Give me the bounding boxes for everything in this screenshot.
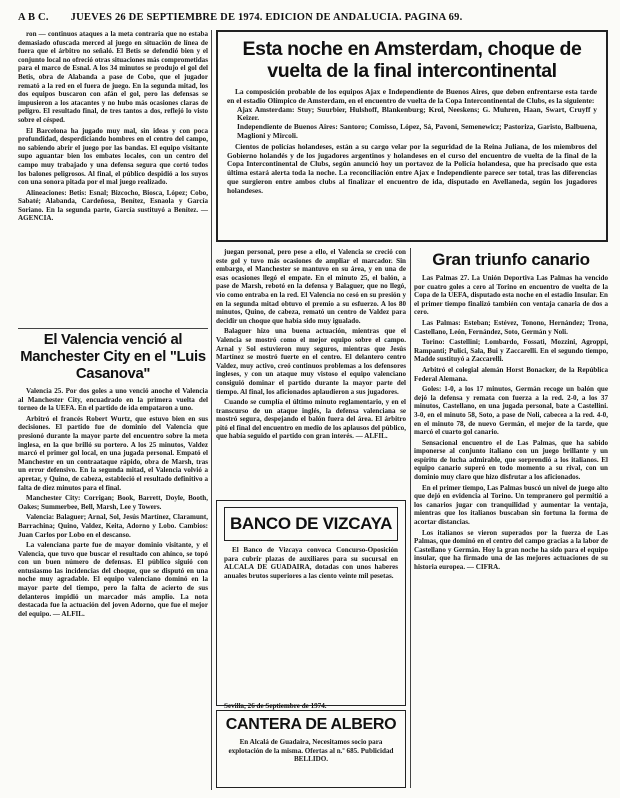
- article-paragraph: Las Palmas: Esteban; Estévez, Tonono, Hernández; Trona, Castellano, León, Fernández, Soto, Germán y Noli.: [414, 318, 608, 336]
- article-paragraph: Cuando se cumplía el último minuto reglamentario, y en el transcurso de un ataque inglés, la defensa valenciana se mostró segura, despejando el balón fuera del área. El árbitro pitó el final del encuentro en medio de los aplausos del público, que había seguido el partido con gran interés. — ALFIL.: [216, 398, 406, 441]
- quarry-advertisement: [216, 710, 406, 788]
- article-paragraph: La valenciana parte fue de mayor dominio visitante, y el Valencia, que tuvo que buscar el resultado con ahínco, se topó con un buen número de defensas. El público siguió con entusiasmo las incidencias del choque, que se disputó en una noche muy agradable. El equipo valenciano dominó en la mayor parte del tiempo, pero la falta de acierto de sus delanteros impidió un marcador más amplio. La nota destacada fue la actuación del joven Adorno, que fue el mejor del equipo. — ALFIL.: [18, 541, 208, 618]
- article-paragraph: Torino: Castellini; Lombardo, Fossati, Mozzini, Agroppi, Rampanti; Pulici, Sala, Bui y Zaccarelli. En el segundo tiempo, Madde sustituyó a Zaccarelli.: [414, 338, 608, 364]
- article-paragraph: Arbitró el francés Robert Wurtz, que estuvo bien en sus decisiones. El partido fue de dominio del Valencia que presionó durante la mayor parte del encuentro sobre la meta inglesa, en la que brilló su portero. A los 25 minutos, Valdez marcó el primer gol local, en una jugada personal. Empató el Manchester en un contraataque rápido, obra de Marsh, tras un error defensivo. En la segunda mitad, el Valencia volvió a apretar, y Quino, de cabeza, estableció el resultado definitivo a falta de diez minutos para el final.: [18, 414, 208, 492]
- article-paragraph: El Barcelona ha jugado muy mal, sin ideas y con poca profundidad, desperdiciando hombres en el centro del campo, no sabiendo abrir el juego por las bandas. El equipo visitante supo aguantar bien los embates locales, con un centro del campo muy trabajado y una defensa segura que cortó todos los balones peligrosos. Al final, el público despidió a los suyos con una sonora pitada por el mal juego realizado.: [18, 126, 208, 187]
- running-head: [18, 12, 608, 30]
- bank-advertisement: [216, 500, 406, 710]
- column-rule: [410, 248, 411, 788]
- article-paragraph: ron — continuos ataques a la meta contraria que no estaba demasiado ofuscada merced al juego en situación de línea de fuera que el árbitro no señaló. El Betis se defendió bien y el conjunto local no ofreció otras situaciones más comprometidas para el marco de Esnal. A los 34 minutos se produjo el gol del Betis, obra de Alabanda a pase de Cobo, que el jugador remató a la red en el fuera de juego. En la segunda mitad, los dos equipos buscaron con afán el gol, pero las defensas se impusieron a los atacantes y no hubo más ocasiones claras de peligro. El resultado final, de tres tantos a dos, reflejó lo visto sobre el césped.: [18, 30, 208, 124]
- article-paragraph: Arbitró el colegial alemán Horst Bonacker, de la República Federal Alemana.: [414, 365, 608, 383]
- article-paragraph: Los italianos se vieron superados por la fuerza de Las Palmas, que dominó en el centro del campo gracias a la labor de Castellano y Germán. Hoy la gran noche ha sido para el equipo insular, que ha firmado una de las mejores actuaciones de su historia europea. — CIFRA.: [414, 528, 608, 571]
- bank-ad-title: BANCO DE VIZCAYA: [224, 507, 398, 541]
- team-lineup: Ajax Amsterdam: Stuy; Suurbier, Hulshoff, Blankenburg; Krol, Neeskens; G. Muhren, Haan, Swart, Cruyff y Keizer.: [237, 104, 597, 123]
- column-right: [414, 248, 608, 788]
- article-paragraph: juegan personal, pero pese a ello, el Valencia se creció con este gol y tuvo más ocasiones de ampliar el marcador. Sin embargo, el Manchester se mantuvo en su área, y en una de esas ocasiones llegó el empate. En el minuto 25, el balón, a pase de Marsh, rebotó en la defensa y Balaguer, que no llegó, vio como entraba en la red. El Valencia no cesó en su presión y en la segunda mitad obtuvo el premio a su esfuerzo. A los 80 minutos, Quino, de cabeza, remató un centro de Valdez para decidir un choque que había sido muy igualado.: [216, 248, 406, 325]
- article-paragraph: Las Palmas 27. La Unión Deportiva Las Palmas ha vencido por cuatro goles a cero al Torino en encuentro de vuelta de la Copa de la UEFA, disputado esta noche en el estadio Insular. En el primer tiempo finalizó también con ventaja canaria de dos a cero.: [414, 274, 608, 317]
- main-story-paragraph: Cientos de policías holandeses, están a su cargo velar por la seguridad de la Reina Juliana, de los miembros del Gobierno holandés y de los jugadores argentinos y holandeses en el curso del encuentro de vuelta de la final de la Copa Intercontinental de Clubs, según anunció hoy un portavoz de la Policía holandesa, que ha precisado que esta última estará alerta toda la noche. La reconciliación entre Ajax e Independiente parece ser total, tras las diferencias que surgieron entre ambos clubs al finalizar el encuentro de ida, disputado en Avellaneda, según los jugadores holandeses.: [227, 141, 597, 195]
- canarias-article-body: [414, 274, 608, 782]
- article-paragraph: Balaguer hizo una buena actuación, mientras que el Valencia se mostró como el mejor equipo sobre el campo. Arnal y Sol estuvieron muy seguros, mientras que Jesús Martínez se mostró fuerte en el centro. El delantero centro Valdez, muy activo, creó continuos problemas a los defensores ingleses, y con un ataque muy vistoso el equipo valenciano consiguió dominar el partido durante la mayor parte del tiempo. Al final, los aficionados aplaudieron a sus jugadores.: [216, 327, 406, 396]
- article-continuation: [18, 30, 208, 328]
- column-left: [18, 30, 208, 790]
- quarry-ad-text: En Alcalá de Guadaira, Necesitamos socio para explotación de la misma. Ofertas al n.º 685. Publicidad BELLIDO.: [228, 738, 394, 764]
- main-story-box: [216, 30, 608, 242]
- bank-ad-signature: Sevilla, 26 de Septiembre de 1974.: [224, 702, 327, 710]
- publication-name: A B C.: [18, 12, 49, 23]
- bank-ad-body: [224, 546, 398, 700]
- column-middle: [216, 248, 406, 498]
- ad-paragraph: El Banco de Vizcaya convoca Concurso-Oposición para cubrir plazas de auxiliares para su sucursal en ALCALA DE GUADAIRA, dotadas con unos haberes anuales brutos superiores a las ciento veinte mil pesetas.: [224, 546, 398, 580]
- article-paragraph: Valencia: Balaguer; Arnal, Sol, Jesús Martínez, Claramunt, Barrachina; Quino, Valdez, Keita, Adorno y Lobo. Cambios: Juan Carlos por Lobo en el descanso.: [18, 513, 208, 539]
- article-paragraph: Alineaciones: Betis: Esnal; Bizcocho, Biosca, López; Cobo, Sabaté; Alabanda, Cardeñosa, Benítez, Esnaola y García Soriano. En la segunda parte, García sustituyó a Benítez. — AGENCIA.: [18, 188, 208, 223]
- valencia-headline: El Valencia venció al Manchester City en el "Luis Casanova": [20, 332, 206, 382]
- article-paragraph: Manchester City: Corrigan; Book, Barrett, Doyle, Booth, Oakes; Summerbee, Bell, Marsh, Lee y Towers.: [18, 494, 208, 511]
- article-paragraph: Sensacional encuentro el de Las Palmas, que ha sabido imponerse al conjunto italiano con un juego brillante y un espíritu de lucha admirable, que sorprendió a los italianos. El equipo canario superó en todo momento a su rival, con un dominio muy claro que hizo disfrutar a los aficionados.: [414, 438, 608, 482]
- valencia-article-body: [18, 387, 208, 790]
- main-story-paragraph: La composición probable de los equipos Ajax e Independiente de Buenos Aires, que deben enfrentarse esta tarde en el estadio Olímpico de Amsterdam, en el encuentro de vuelta de la Copa Intercontinental de Clubs, es la siguiente:: [227, 87, 597, 105]
- article-paragraph: Goles: 1-0, a los 17 minutos, Germán recoge un balón que dejó la defensa y remata con fuerza a la red. 2-0, a los 37 minutos, Castellano, en una jugada personal, bate a Castellini. 3-0, en el minuto 58, Soto, a pase de Noli, cabecea a la red. 4-0, en el minuto 78, de nuevo Germán, el mejor de la tarde, que marcó el cuarto gol canario.: [414, 385, 608, 437]
- canarias-headline: Gran triunfo canario: [432, 250, 590, 269]
- column-rule: [211, 30, 212, 790]
- main-headline: Esta noche en Amsterdam, choque de vuelta de la final intercontinental: [242, 38, 582, 82]
- page-dateline: JUEVES 26 DE SEPTIEMBRE DE 1974. EDICION DE ANDALUCIA. PAGINA 69.: [70, 12, 463, 23]
- quarry-ad-title: CANTERA DE ALBERO: [225, 716, 397, 733]
- article-paragraph: En el primer tiempo, Las Palmas buscó un nivel de juego alto que dejó en evidencia al Torino. Un tempranero gol permitió a los canarios jugar con tranquilidad y aumentar la ventaja, mientras que los italianos buscaban sin fortuna la forma de acortar distancias.: [414, 483, 608, 527]
- team-lineup: Independiente de Buenos Aires: Santoro; Comisso, López, Sá, Pavoni, Semenewicz; Pastoriza, Garisto, Balbuena, Maglioni y Mircoli.: [237, 122, 597, 140]
- article-paragraph: Valencia 25. Por dos goles a uno venció anoche el Valencia al Manchester City, encuadrado en la primera vuelta del torneo de la UEFA. En el partido de ida empataron a uno.: [18, 387, 208, 413]
